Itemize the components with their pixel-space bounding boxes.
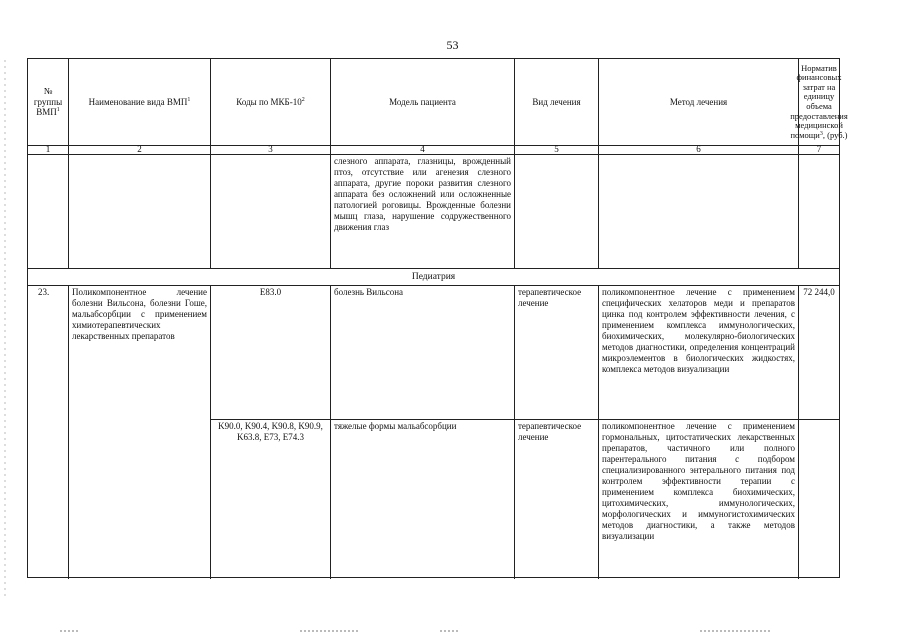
vmp-name: Поликомпонентное лечение болезни Вильсона, болезни Гоше, мальабсорбции с применением химиотерапевтических лекарственных препаратов [72,287,207,341]
header-vmp-name: Наименование вида ВМП$^1$ [88,96,191,107]
scan-artifact [440,630,460,632]
column-number: 2 [137,144,142,154]
continued-patient-model: слезного аппарата, глазницы, врожденный птоз, отсутствие или агенезия слезного аппарата, другие пороки развития слезного аппарата без осложнений или осложненные патологией роговицы. Врожденные болезни мышц глаза, нарушение содружественного движения глаз [334,156,511,232]
icd-codes: E83.0 [259,287,282,297]
scan-artifact [4,60,6,600]
scan-artifact [300,630,360,632]
scan-artifact [60,630,80,632]
header-patient-model: Модель пациента [389,96,456,107]
patient-model: болезнь Вильсона [334,287,404,297]
column-number: 1 [45,144,51,154]
column-number: 4 [420,144,425,154]
column-number: 5 [554,144,559,154]
column-number: 6 [696,144,701,154]
treatment-method: поликомпонентное лечение с применением гормональных, цитостатических лекарственных препаратов, частичного или полного парентерального питания с подбором специализированного энтерального питания под контролем эффективности терапии с применением комплекса биохимических, цитохимических, иммунологических, морфологических и иммуногистохимических методов диагностики, а также методов визуализации [602,421,795,541]
page-number: 53 [446,38,459,52]
section-title: Педиатрия [411,272,456,282]
header-group-number: № группы ВМП$^1$ [33,85,63,118]
header-treatment-type: Вид лечения [532,96,581,107]
column-number: 3 [268,144,273,154]
column-number: 7 [816,144,822,154]
icd-codes: K90.0, K90.4, K90.8, K90.9, K63.8, E73, E74.3 [218,421,323,442]
treatment-type: терапевтическое лечение [518,421,582,442]
header-cost-standard: Норматив финансовых затрат на единицу объема предоставления медицинской помощи$^3$, (руб.) [790,62,848,140]
treatment-method: поликомпонентное лечение с применением специфических хелаторов меди и препаратов цинка под контролем эффективности лечения, с применением комплекса иммунологических, биохимических, молекулярно-биологических методов диагностики, определения концентраций микроэлементов в биологических жидкостях, комплекса методов визуализации [602,287,795,374]
treatment-type: терапевтическое лечение [518,287,582,308]
cost-value: 72 244,0 [803,287,835,297]
header-treatment-method: Метод лечения [669,96,728,107]
vmp-table [27,58,848,578]
scan-artifact [700,630,770,632]
group-number: 23. [38,287,50,297]
patient-model: тяжелые формы мальабсорбции [334,421,457,431]
header-icd-codes: Коды по МКБ-$10^2$ [236,96,305,107]
